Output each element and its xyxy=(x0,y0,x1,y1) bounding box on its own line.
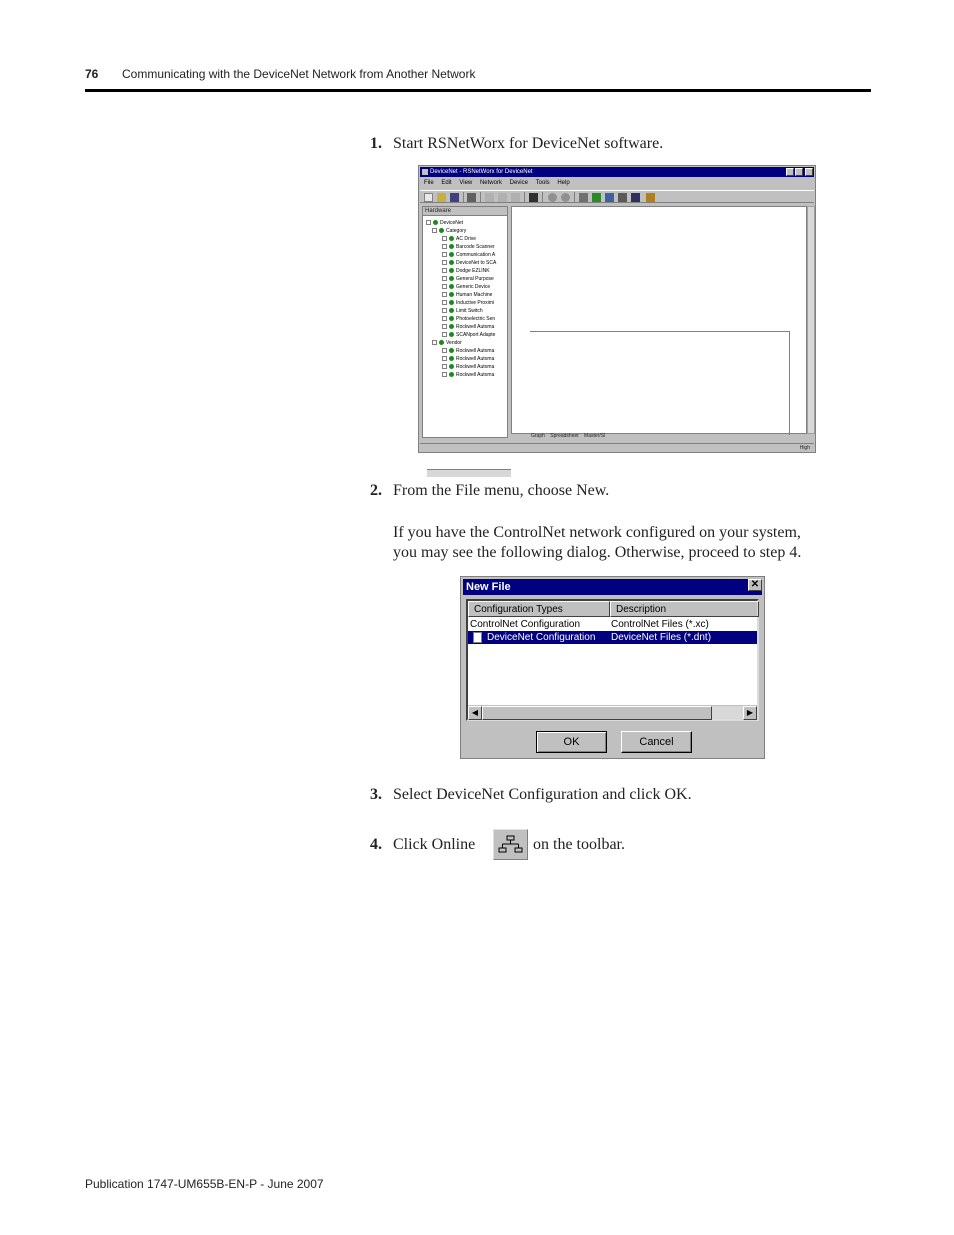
device-icon xyxy=(449,332,454,337)
device-icon xyxy=(449,260,454,265)
pointer-icon[interactable] xyxy=(529,193,538,202)
tree-item[interactable]: Vendor xyxy=(426,339,496,347)
status-bar xyxy=(420,443,814,451)
tree-item[interactable]: Communication A xyxy=(426,251,496,259)
download-icon[interactable] xyxy=(605,193,614,202)
dialog-title: New File xyxy=(463,579,762,595)
step-2-note-line-2: you may see the following dialog. Otherwise, proceed to step 4. xyxy=(393,544,802,561)
scroll-right-icon[interactable]: ▶ xyxy=(743,706,757,720)
new-icon[interactable] xyxy=(424,193,433,202)
tree-item[interactable]: Human Machine xyxy=(426,291,496,299)
tree-item[interactable]: Rockwell Automa xyxy=(426,347,496,355)
menu-edit[interactable]: Edit xyxy=(441,180,452,186)
publication-footer: Publication 1747-UM655B-EN-P - June 2007 xyxy=(85,1177,324,1191)
network-canvas[interactable] xyxy=(511,206,807,434)
menu-device[interactable]: Device xyxy=(509,180,528,186)
tab-master-slave[interactable]: Master/Sl xyxy=(584,433,606,439)
tree-item[interactable]: Barcode Scanner xyxy=(426,243,496,251)
config-type: ControlNet Configuration xyxy=(470,619,581,630)
folder-icon xyxy=(439,228,444,233)
folder-icon xyxy=(439,340,444,345)
menu-help[interactable]: Help xyxy=(557,180,570,186)
tree-item[interactable]: Inductive Proximi xyxy=(426,299,496,307)
window-title: DeviceNet - RSNetWorx for DeviceNet xyxy=(430,169,533,175)
device-icon xyxy=(449,244,454,249)
column-header-description[interactable]: Description xyxy=(610,601,759,617)
tree-item[interactable]: Limit Switch xyxy=(426,307,496,315)
window-titlebar xyxy=(420,167,814,177)
tab-graph[interactable]: Graph xyxy=(531,433,545,439)
configuration-list xyxy=(466,599,759,721)
device-icon xyxy=(449,252,454,257)
paste-icon[interactable] xyxy=(511,193,520,202)
tree-item[interactable]: Generic Device xyxy=(426,283,496,291)
eds-wizard-icon[interactable] xyxy=(646,193,655,202)
tree-item[interactable]: Category xyxy=(426,227,496,235)
step-number: 2. xyxy=(370,482,382,499)
device-icon xyxy=(449,292,454,297)
rsnetworx-window-screenshot xyxy=(418,165,816,453)
tree-item[interactable]: DeviceNet to SCA xyxy=(426,259,496,267)
app-icon xyxy=(422,169,428,175)
tree-item[interactable]: General Purpose xyxy=(426,275,496,283)
step-2-note-line-1: If you have the ControlNet network configured on your system, xyxy=(393,524,801,541)
config-description: ControlNet Files (*.xc) xyxy=(611,619,709,630)
list-scrollbar[interactable] xyxy=(468,705,757,719)
page-number: 76 xyxy=(85,67,99,81)
tree-item[interactable]: Rockwell Automa xyxy=(426,355,496,363)
save-icon[interactable] xyxy=(450,193,459,202)
menu-bar xyxy=(420,178,814,188)
device-icon xyxy=(449,276,454,281)
view-tabs xyxy=(511,432,807,440)
step-text-before: Click Online xyxy=(393,836,476,853)
open-icon[interactable] xyxy=(437,193,446,202)
step-text: Start RSNetWorx for DeviceNet software. xyxy=(393,135,664,152)
tree-item[interactable]: Rockwell Automa xyxy=(426,323,496,331)
device-icon xyxy=(449,316,454,321)
toolbar xyxy=(420,190,814,203)
config-description: DeviceNet Files (*.dnt) xyxy=(611,632,712,643)
file-icon xyxy=(473,632,482,643)
cut-icon[interactable] xyxy=(485,193,494,202)
toolbar-separator xyxy=(463,192,464,203)
device-icon xyxy=(449,372,454,377)
properties-icon[interactable] xyxy=(631,193,640,202)
online-icon xyxy=(493,829,528,860)
tree-item[interactable]: Rockwell Automa xyxy=(426,371,496,379)
online-icon[interactable] xyxy=(618,193,627,202)
header-rule xyxy=(85,89,871,92)
device-icon xyxy=(449,268,454,273)
toolbar-separator xyxy=(574,192,575,203)
hardware-label: Hardware xyxy=(423,207,507,216)
minimize-icon[interactable] xyxy=(786,168,794,176)
tab-spreadsheet[interactable]: Spreadsheet xyxy=(550,433,579,439)
message-pane xyxy=(530,331,790,435)
close-icon[interactable] xyxy=(805,168,813,176)
step-2 xyxy=(370,482,609,500)
tree-item[interactable]: AC Drive xyxy=(426,235,496,243)
toolbar-separator xyxy=(524,192,525,203)
maximize-icon[interactable] xyxy=(795,168,803,176)
list-item-selected[interactable] xyxy=(468,631,757,644)
step-4 xyxy=(370,836,475,854)
ok-button[interactable]: OK xyxy=(536,731,607,753)
canvas-scrollbar[interactable] xyxy=(807,206,815,434)
tree-item[interactable]: Photoelectric Sen xyxy=(426,315,496,323)
chapter-title: Communicating with the DeviceNet Network from Another Network xyxy=(122,67,476,81)
device-icon xyxy=(449,300,454,305)
step-text-after: on the toolbar. xyxy=(533,836,625,853)
status-text: High xyxy=(799,445,810,451)
hardware-scrollbar[interactable] xyxy=(427,469,511,477)
device-icon xyxy=(449,324,454,329)
config-type: DeviceNet Configuration xyxy=(487,632,596,643)
device-icon xyxy=(449,308,454,313)
tree-item[interactable]: Dodge EZLINK xyxy=(426,267,496,275)
toolbar-separator xyxy=(542,192,543,203)
step-number: 1. xyxy=(370,135,382,152)
column-header-configuration-types[interactable]: Configuration Types xyxy=(468,601,610,617)
list-item[interactable] xyxy=(468,618,757,631)
menu-view[interactable]: View xyxy=(459,180,473,186)
network-icon xyxy=(433,220,438,225)
tree-item[interactable]: SCANport Adapte xyxy=(426,331,496,339)
step-4-continued xyxy=(533,836,625,854)
scroll-thumb[interactable] xyxy=(482,706,712,720)
tree-item[interactable]: DeviceNet xyxy=(426,219,496,227)
device-icon xyxy=(449,356,454,361)
menu-file[interactable]: File xyxy=(424,180,434,186)
step-number: 3. xyxy=(370,786,382,803)
toolbar-separator xyxy=(480,192,481,203)
device-icon xyxy=(449,236,454,241)
zoom-out-icon[interactable] xyxy=(561,193,570,202)
copy-icon[interactable] xyxy=(498,193,507,202)
step-1 xyxy=(370,135,663,153)
browse-icon[interactable] xyxy=(592,193,601,202)
step-3 xyxy=(370,786,692,804)
menu-tools[interactable]: Tools xyxy=(535,180,550,186)
device-icon xyxy=(449,284,454,289)
zoom-in-icon[interactable] xyxy=(548,193,557,202)
close-icon[interactable]: ✕ xyxy=(748,579,762,591)
list-header xyxy=(468,601,757,617)
scroll-left-icon[interactable]: ◀ xyxy=(468,706,482,720)
new-file-dialog-screenshot xyxy=(460,576,765,759)
step-text: Select DeviceNet Configuration and click OK. xyxy=(393,786,692,803)
hardware-tree xyxy=(426,219,496,379)
step-number: 4. xyxy=(370,836,382,853)
device-icon xyxy=(449,348,454,353)
step-text: From the File menu, choose New. xyxy=(393,482,610,499)
cancel-button[interactable]: Cancel xyxy=(621,731,692,753)
menu-network[interactable]: Network xyxy=(479,180,502,186)
grid-icon[interactable] xyxy=(579,193,588,202)
hardware-panel xyxy=(422,206,508,438)
device-icon xyxy=(449,364,454,369)
tree-item[interactable]: Rockwell Automa xyxy=(426,363,496,371)
print-icon[interactable] xyxy=(467,193,476,202)
